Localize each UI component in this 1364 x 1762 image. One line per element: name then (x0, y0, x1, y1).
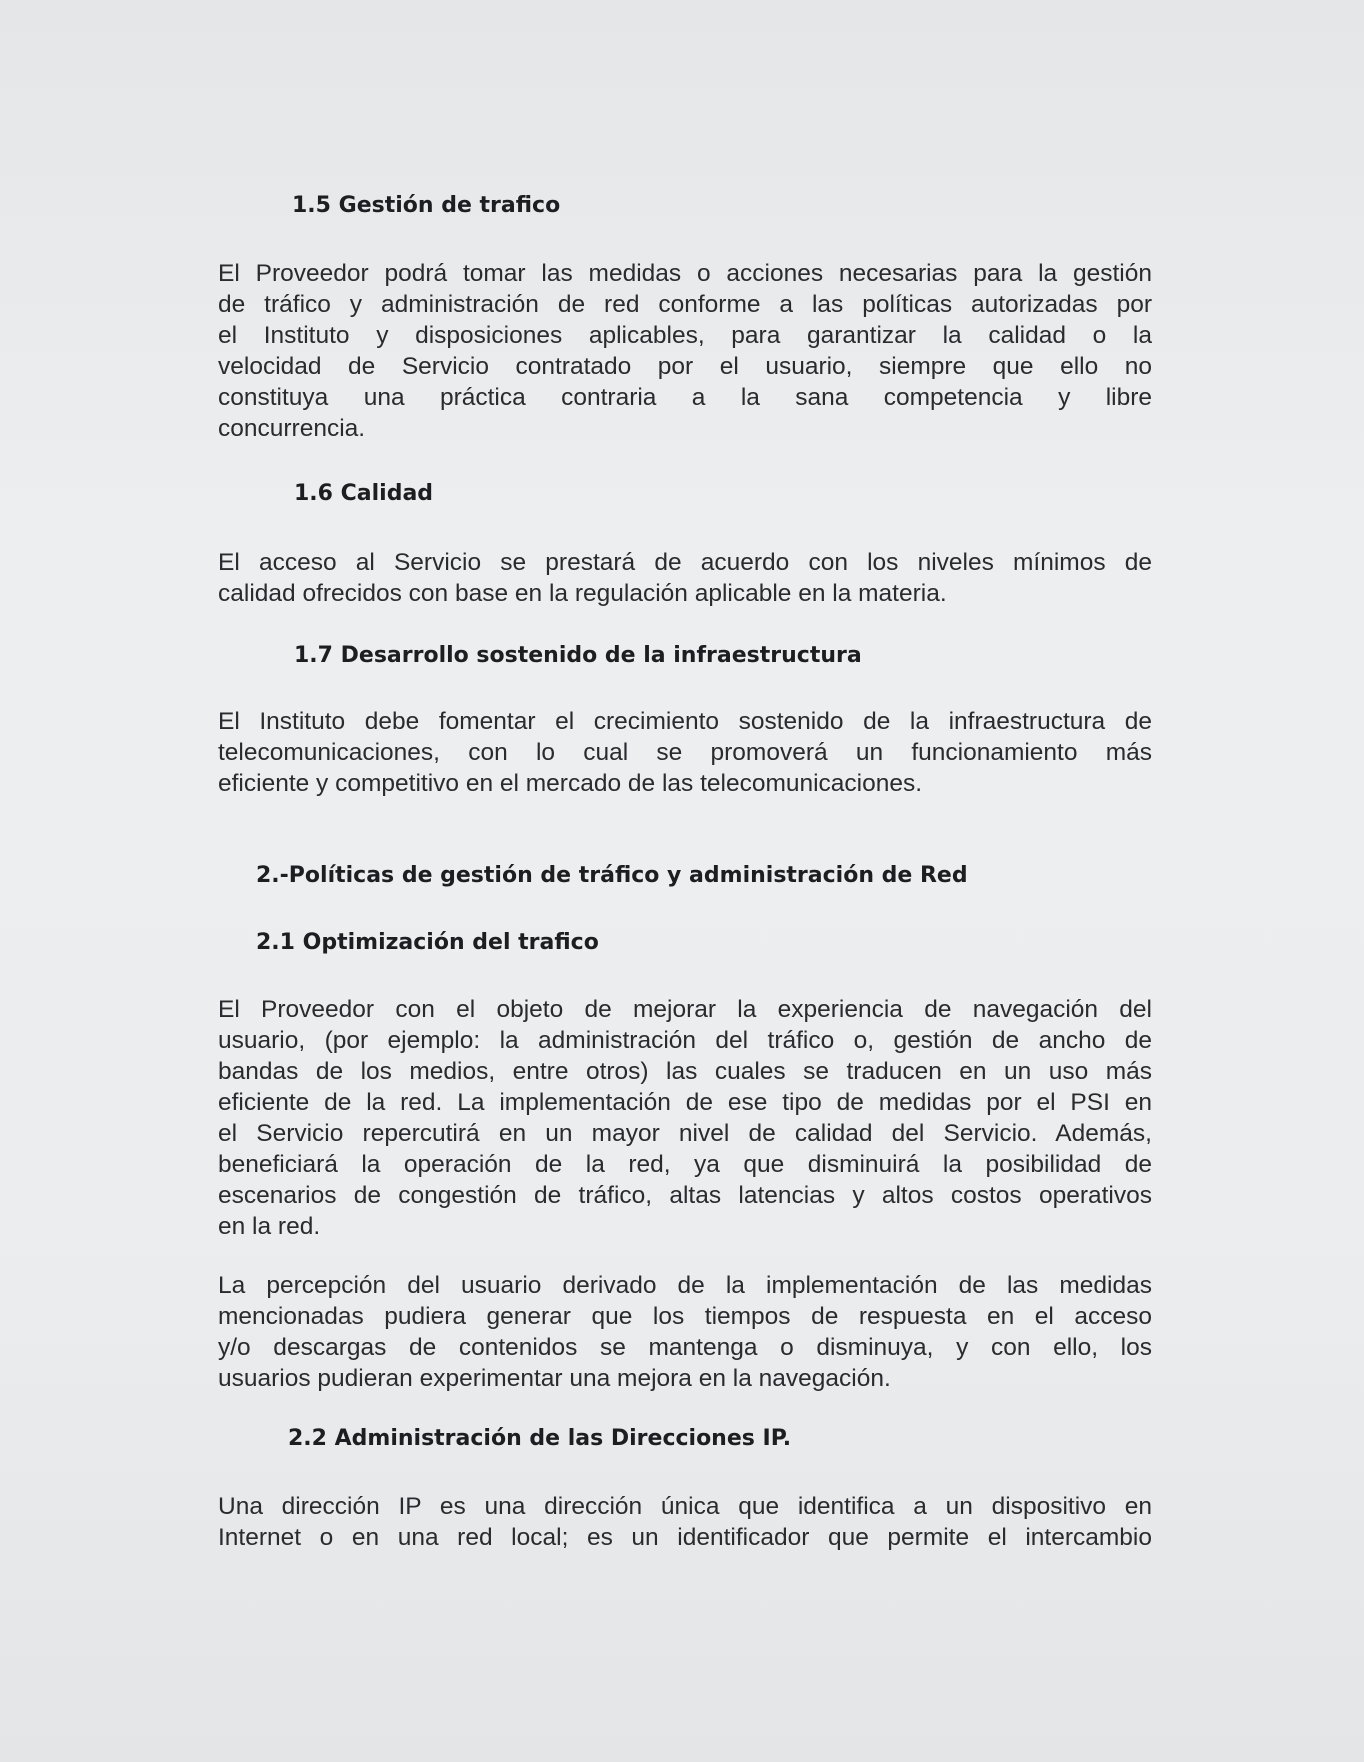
heading-1-5: 1.5 Gestión de trafico (292, 193, 561, 218)
text-line: usuarios pudieran experimentar una mejora en la navegación. (218, 1365, 891, 1392)
text-line: eficiente de la red. La implementación de ese tipo de medidas por el PSI en (218, 1089, 1152, 1116)
paragraph-2-1-a (218, 994, 1152, 1242)
text-line: eficiente y competitivo en el mercado de las telecomunicaciones. (218, 770, 923, 797)
heading-1-7: 1.7 Desarrollo sostenido de la infraestructura (294, 643, 862, 668)
paragraph-1-7 (218, 706, 1152, 799)
text-line: concurrencia. (218, 415, 366, 442)
text-line: escenarios de congestión de tráfico, altas latencias y altos costos operativos (218, 1182, 1152, 1209)
paragraph-2-1-b (218, 1270, 1152, 1394)
text-line: Una dirección IP es una dirección única que identifica a un dispositivo en (218, 1493, 1152, 1520)
paragraph-1-6 (218, 547, 1152, 609)
text-line: El acceso al Servicio se prestará de acuerdo con los niveles mínimos de (218, 549, 1152, 576)
text-line: de tráfico y administración de red conforme a las políticas autorizadas por (218, 291, 1152, 318)
text-line: el Servicio repercutirá en un mayor nivel de calidad del Servicio. Además, (218, 1120, 1152, 1147)
heading-2: 2.-Políticas de gestión de tráfico y administración de Red (256, 863, 968, 888)
text-line: y/o descargas de contenidos se mantenga o disminuya, y con ello, los (218, 1334, 1152, 1361)
text-line: en la red. (218, 1213, 321, 1240)
text-line: el Instituto y disposiciones aplicables, para garantizar la calidad o la (218, 322, 1152, 349)
text-line: usuario, (por ejemplo: la administración del tráfico o, gestión de ancho de (218, 1027, 1152, 1054)
text-line: telecomunicaciones, con lo cual se promoverá un funcionamiento más (218, 739, 1152, 766)
text-line: El Proveedor podrá tomar las medidas o acciones necesarias para la gestión (218, 260, 1152, 287)
text-line: El Proveedor con el objeto de mejorar la experiencia de navegación del (218, 996, 1152, 1023)
text-line: La percepción del usuario derivado de la implementación de las medidas (218, 1272, 1152, 1299)
paragraph-2-2 (218, 1491, 1152, 1553)
text-line: velocidad de Servicio contratado por el usuario, siempre que ello no (218, 353, 1152, 380)
heading-1-6: 1.6 Calidad (294, 481, 434, 506)
text-line: calidad ofrecidos con base en la regulación aplicable en la materia. (218, 580, 947, 607)
heading-2-1: 2.1 Optimización del trafico (256, 930, 599, 955)
text-line: Internet o en una red local; es un identificador que permite el intercambio (218, 1524, 1152, 1551)
text-line: bandas de los medios, entre otros) las cuales se traducen en un uso más (218, 1058, 1152, 1085)
text-line: El Instituto debe fomentar el crecimiento sostenido de la infraestructura de (218, 708, 1152, 735)
text-line: mencionadas pudiera generar que los tiempos de respuesta en el acceso (218, 1303, 1152, 1330)
heading-2-2: 2.2 Administración de las Direcciones IP. (288, 1426, 792, 1451)
text-line: beneficiará la operación de la red, ya que disminuirá la posibilidad de (218, 1151, 1152, 1178)
text-line: constituya una práctica contraria a la sana competencia y libre (218, 384, 1152, 411)
paragraph-1-5 (218, 258, 1152, 444)
